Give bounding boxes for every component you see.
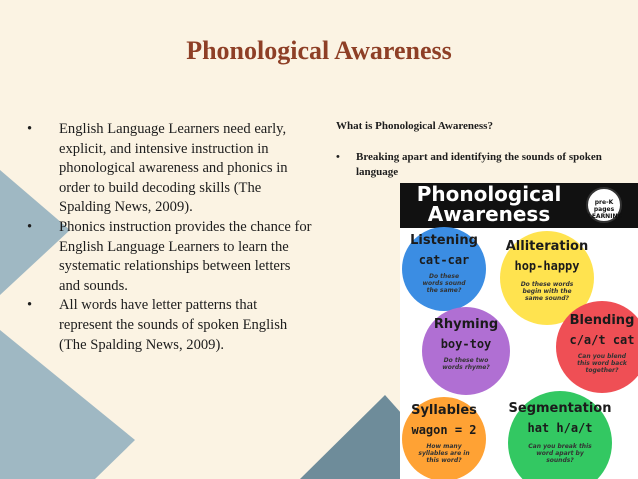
logo-text: pre-K pages LEARNING — [588, 199, 623, 220]
circle-question: Can you break this word apart by sounds? — [528, 443, 592, 464]
right-heading: What is Phonological Awareness? — [336, 120, 493, 132]
phonological-awareness-poster — [400, 183, 638, 479]
bullet-text: English Language Learners need early, explicit, and intensive instruction in phonological awareness and phonics in order to build decoding skills (The Spalding News, 2009). — [59, 121, 288, 216]
circle-example: cat-car — [418, 253, 470, 267]
bullet-marker: • — [336, 151, 340, 163]
bullet-item — [27, 296, 312, 355]
circle-listening — [402, 227, 486, 311]
right-bullet-item — [336, 150, 616, 180]
circle-example: hop-happy — [514, 259, 580, 273]
poster-title-banner — [400, 183, 638, 228]
bullet-marker: • — [27, 218, 33, 235]
bullet-item — [27, 120, 312, 218]
circle-question: Do these two words rhyme? — [442, 357, 490, 371]
circle-question: Can you blend this word back together? — [577, 353, 627, 374]
circle-title: Listening — [410, 233, 478, 248]
poster-title-line2: Awareness — [427, 202, 551, 226]
bullet-item — [27, 218, 312, 296]
bullet-marker: • — [27, 121, 33, 137]
brand-logo — [586, 187, 622, 223]
circle-blending — [556, 301, 638, 393]
circle-title: Syllables — [411, 403, 477, 418]
circle-syllables — [402, 397, 486, 479]
circle-title: Segmentation — [508, 401, 612, 416]
bullet-text: All words have letter patterns that represent the sounds of spoken English (The Spalding News, 2009). — [59, 297, 288, 353]
circle-title: Rhyming — [433, 317, 499, 332]
bullet-marker: • — [27, 297, 33, 314]
circle-question: How many syllables are in this word? — [418, 443, 470, 464]
bullet-text: Breaking apart and identifying the sounds of spoken language — [356, 151, 602, 178]
circle-example: c/a/t cat — [569, 333, 635, 347]
poster-title-line1: Phonological — [416, 183, 562, 206]
slide-title: Phonological Awareness — [186, 36, 452, 65]
circle-title: Blending — [569, 313, 635, 328]
circle-example: wagon = 2 — [411, 423, 477, 437]
left-bullet-list — [27, 120, 312, 355]
circle-question: Do these words sound the same? — [422, 273, 466, 294]
circle-segmentation — [508, 391, 612, 479]
circle-rhyming — [422, 307, 510, 395]
circle-title: Alliteration — [505, 239, 589, 254]
circle-question: Do these words begin with the same sound? — [520, 281, 574, 302]
circle-example: hat h/a/t — [527, 421, 593, 435]
bullet-text: Phonics instruction provides the chance for English Language Learners to learn the systematic relationships between letters and sounds. — [59, 218, 312, 294]
circle-example: boy-toy — [440, 337, 492, 351]
